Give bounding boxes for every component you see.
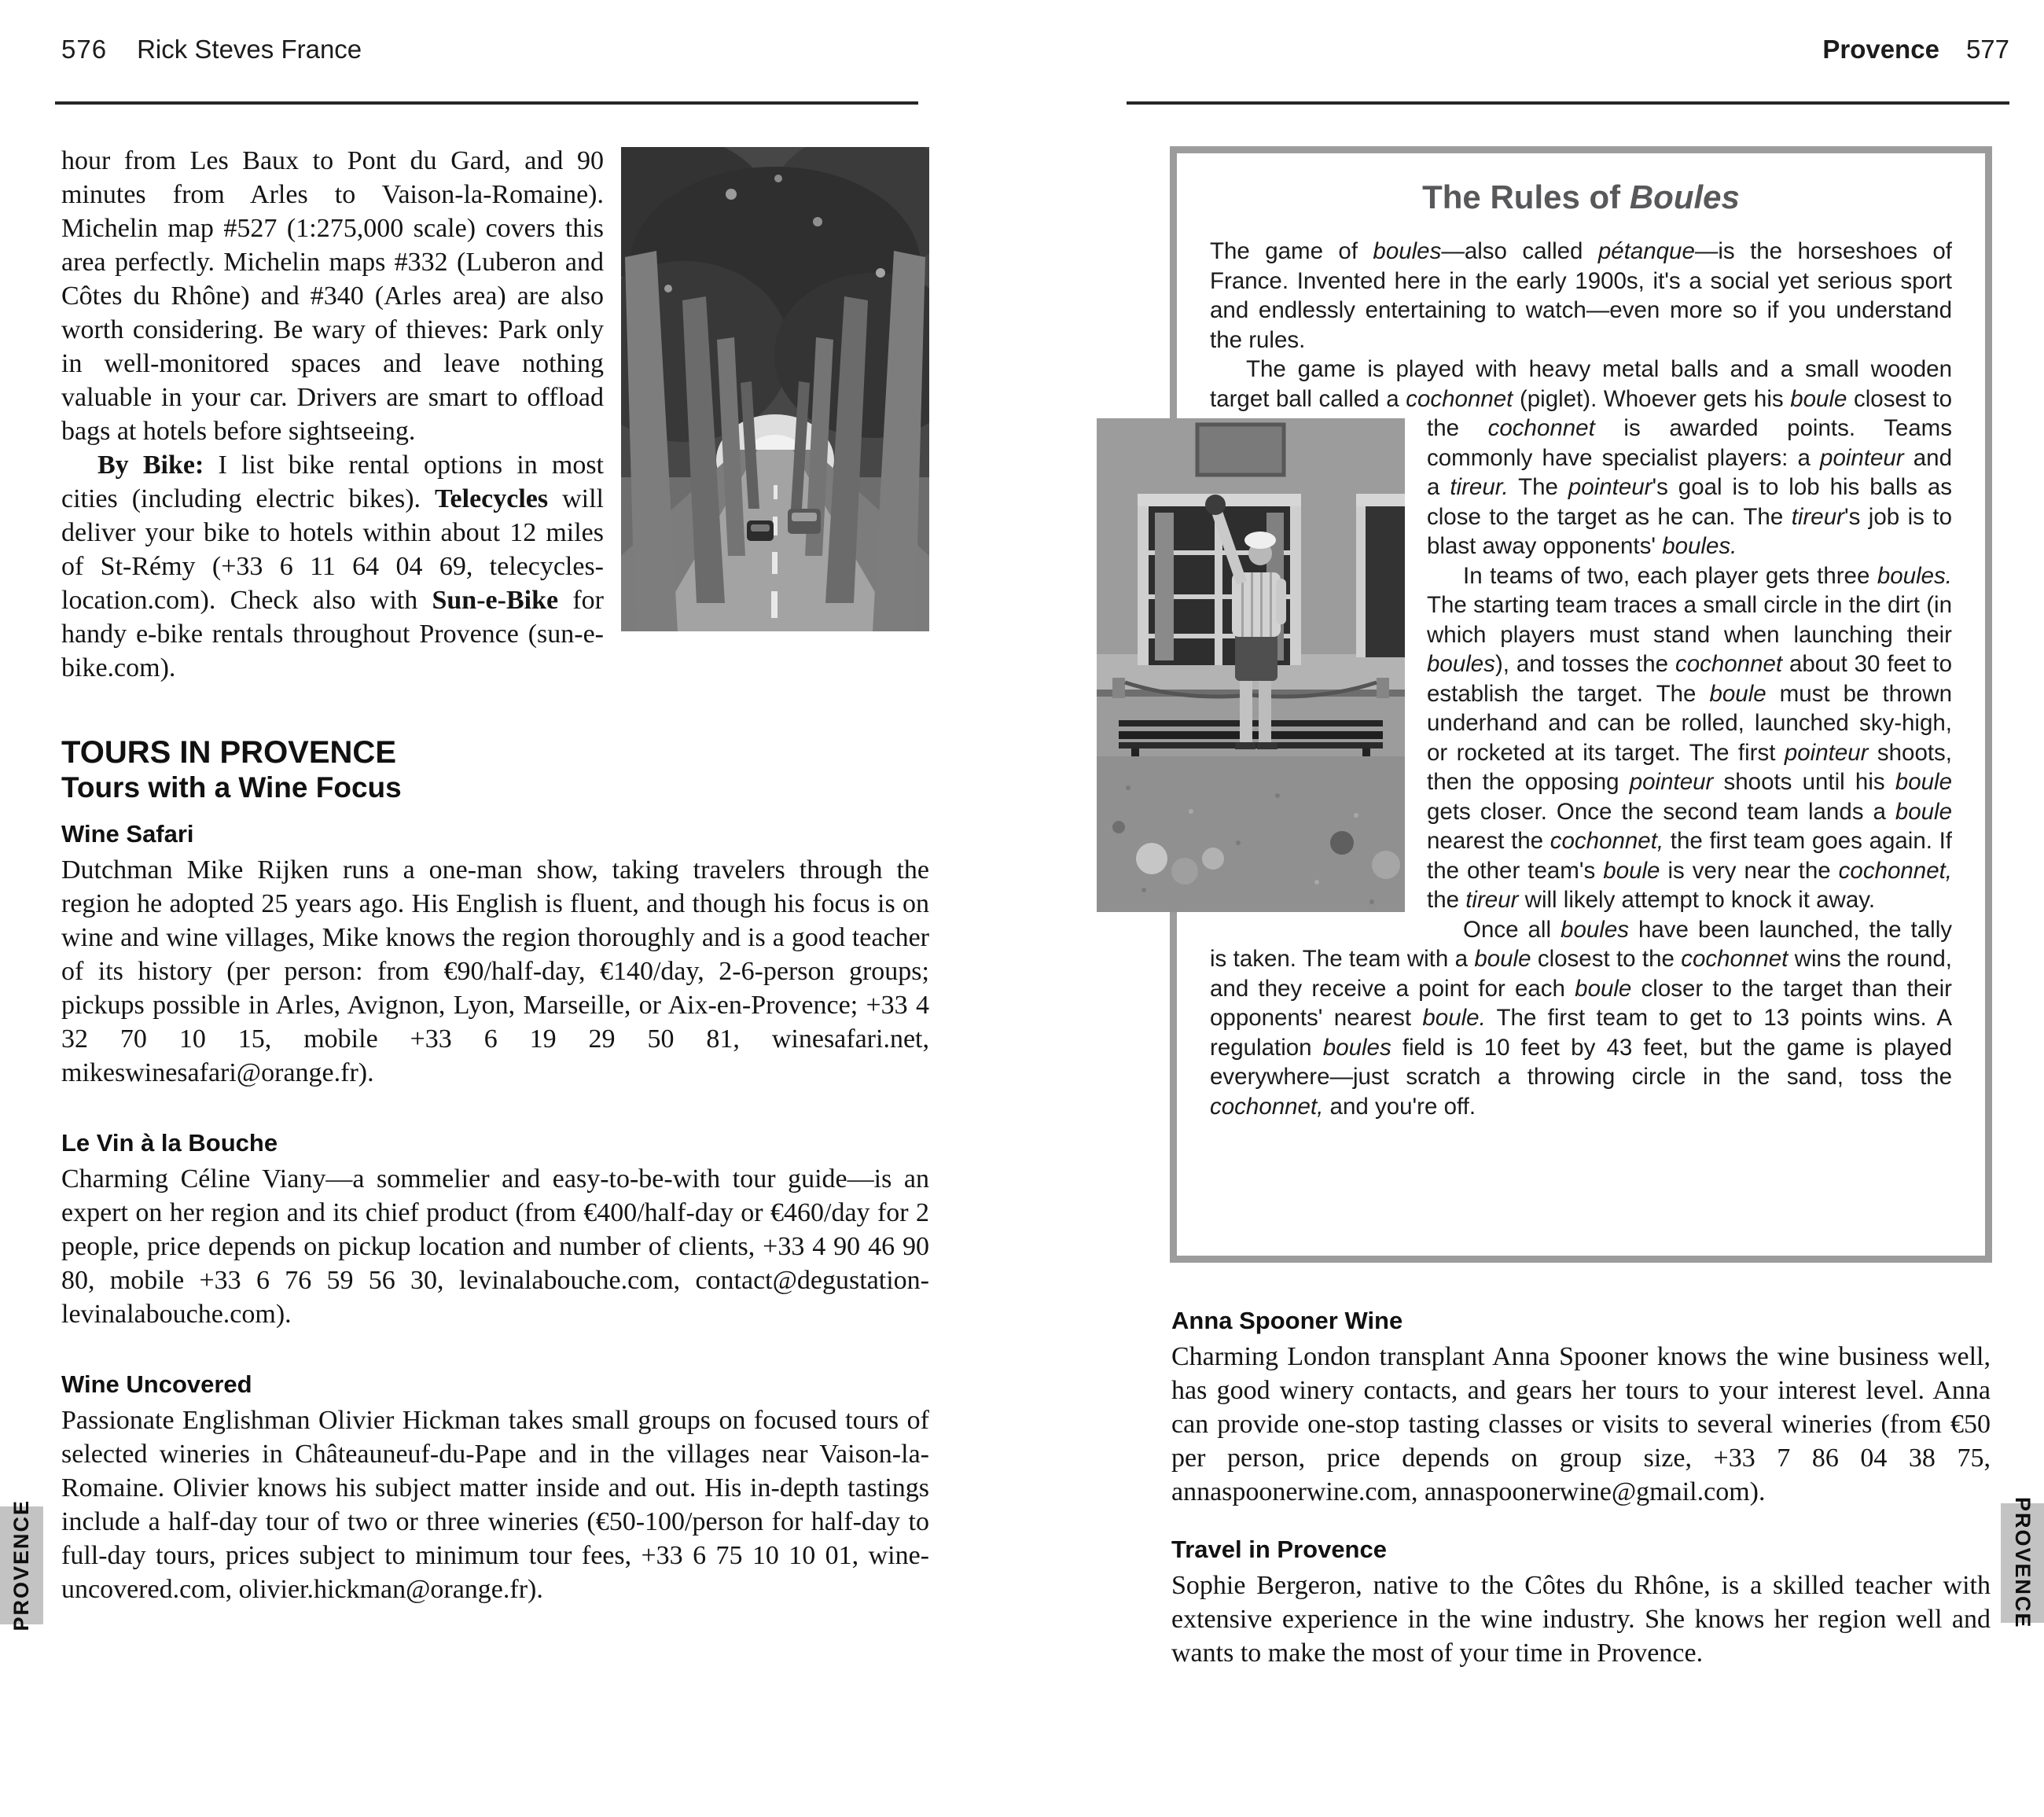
page-header-left [61, 35, 362, 64]
rules-of-boules-title: The Rules of Boules [1422, 178, 1740, 215]
section-title: Provence [1822, 35, 1939, 64]
anna-spooner-paragraph [1171, 1340, 1991, 1509]
wine-safari-text: Dutchman Mike Rijken runs a one-man show, taking travelers through the region he adopted 25 years ago. His English is fluent, and though his focus is on wine and wine villages, Mike knows the region thoroughly and is a good teacher of its history (per person: from €90/half-day, €140/day, 2-6-person groups; pickups possible in Arles, Avignon, Lyon, Marseille, or Aix-en-Provence; +33 4 32 70 10 15, mobile +33 6 19 29 50 81, winesafari.net, mikeswinesafari@orange.fr). [61, 855, 929, 1087]
boules-paragraph-2 [1210, 355, 1952, 561]
tree-lined-road-photo [621, 147, 929, 631]
boules-text-2a: The game is played with heavy metal balls and a small wooden target ball called a cochonnet (piglet). Whoever gets [1210, 356, 1952, 412]
wine-uncovered-paragraph [61, 1403, 929, 1606]
boules-paragraph-1 [1210, 237, 1952, 355]
header-rule-right [1127, 101, 2009, 105]
tours-in-provence-heading: TOURS IN PROVENCE [61, 735, 396, 770]
boules-text-2b: his boule closest to the cochonnet is awarded points. Teams commonly have specialist players: a pointeur and a tireur. The pointeur's goal is to lob his balls as close to the target as he can. The tireur's job is to blast away opponents' boules. [1427, 385, 1953, 559]
left-page-body [61, 144, 929, 1606]
intro-paragraph [61, 144, 929, 448]
le-vin-paragraph [61, 1162, 929, 1331]
boules-player-illustration [1097, 418, 1405, 912]
intro-text: hour from Les Baux to Pont du Gard, and 90 minutes from Arles to Vaison-la-Romaine). Michelin map #527 (1:275,000 scale) covers this area perfectly. Michelin maps #332 (Luberon and Côtes du Rhône) and #340 (Arles area) are also worth considering. Be wary of thieves: Park only in well-monitored spaces and leave nothing valuable in your car. Drivers are smart to offload bags at hotels before sightseeing. [61, 146, 604, 446]
wine-safari-heading: Wine Safari [61, 820, 194, 848]
boules-text-1: The game of boules—also called pétanque—is the horseshoes of France. Invented here in the early 1900s, it's a social yet serious sport and endlessly entertaining to watch—even more so if you understand the rules. [1210, 238, 1952, 353]
provence-side-tab-right [2001, 1497, 2044, 1629]
page-number-right: 577 [1965, 35, 2009, 64]
travel-in-provence-heading: Travel in Provence [1171, 1536, 1387, 1563]
anna-spooner-text: Charming London transplant Anna Spooner knows the wine business well, has good winery contacts, and gears her tours to your interest level. Anna can provide one-stop tasting classes or visits to several wineries (from €50 per person, price depends on group size, +33 7 86 04 38 75, annaspoonerwine.com, annaspoonerwine@gmail.com). [1171, 1342, 1991, 1506]
boules-text-4: Once all boules have been launched, the tally is taken. The team with a boule closest to the cochonnet wins the round, and they receive a point for each boule closer to the target than their opponents' nearest boule. The first team to get to 13 points wins. A regulation boules field is 10 feet by 43 feet, but the game is played everywhere—just scratch a throwing circle in the sand, toss the cochonnet, and you're off. [1210, 916, 1953, 1120]
page-number-left: 576 [61, 35, 108, 64]
rules-of-boules-sidebar [1170, 146, 1992, 1263]
wine-focus-heading: Tours with a Wine Focus [61, 771, 402, 804]
le-vin-text: Charming Céline Viany—a sommelier and easy-to-be-with tour guide—is an expert on her region and its chief product (from €400/half-day or €460/day for 2 people, price depends on pickup location and number of clients, +33 4 90 46 90 80, mobile +33 6 76 59 56 30, levinalabouche.com, contact@degustation-levinalabouche.com). [61, 1164, 929, 1329]
tree-lined-road-illustration [621, 147, 929, 631]
travel-in-provence-text: Sophie Bergeron, native to the Côtes du Rhône, is a skilled teacher with extensive experience in the wine industry. She knows her region well and wants to make the most of your time in Provence. [1171, 1571, 1991, 1668]
wine-safari-paragraph [61, 853, 929, 1090]
boules-paragraph-4 [1210, 915, 1952, 1122]
header-rule-left [55, 101, 918, 105]
provence-side-tab-left [0, 1499, 43, 1631]
le-vin-heading: Le Vin à la Bouche [61, 1129, 278, 1157]
travel-in-provence-paragraph [1171, 1569, 1991, 1670]
provence-tab-label-right: PROVENCE [2011, 1497, 2035, 1629]
page-header-right [1127, 35, 2009, 64]
boules-player-photo [1097, 418, 1405, 912]
wine-uncovered-text: Passionate Englishman Olivier Hickman takes small groups on focused tours of selected wineries in Châteauneuf-du-Pape and in the villages near Vaison-la-Romaine. Olivier knows his subject matter inside and out. His in-depth tastings include a half-day tour of two or three wineries (€50-100/person for half-day to full-day tours, prices subject to minimum tour fees, +33 6 75 10 10 01, wine-uncovered.com, olivier.hickman@orange.fr). [61, 1406, 929, 1604]
boules-text-3: In teams of two, each player gets three boules. The starting team traces a small circle in the dirt (in which players must stand when launching their boules), and tosses the cochonnet about 30 feet to establish the target. The boule must be thrown underhand and can be rolled, launched sky-high, or rocketed at its target. The first pointeur shoots, then the opposing pointeur shoots until his boule gets closer. Once the second team lands a boule nearest the cochonnet, the first team goes again. If the other team's boule is very near the cochonnet, the tireur will likely attempt to knock it away. [1427, 562, 1953, 913]
book-title: Rick Steves France [137, 35, 362, 64]
provence-tab-label-left: PROVENCE [9, 1499, 33, 1631]
by-bike-text: By Bike: I list bike rental options in most cities (including electric bikes). Telecycles will deliver your bike to hotels within about 12 miles of St-Rémy (+33 6 11 64 04 69, telecycles-location.com). Check also with Sun-e-Bike for handy e-bike rentals throughout Provence (sun-e-bike.com). [61, 451, 604, 682]
wine-uncovered-heading: Wine Uncovered [61, 1370, 252, 1398]
anna-spooner-heading: Anna Spooner Wine [1171, 1307, 1403, 1334]
right-page-body [1171, 1307, 1991, 1670]
